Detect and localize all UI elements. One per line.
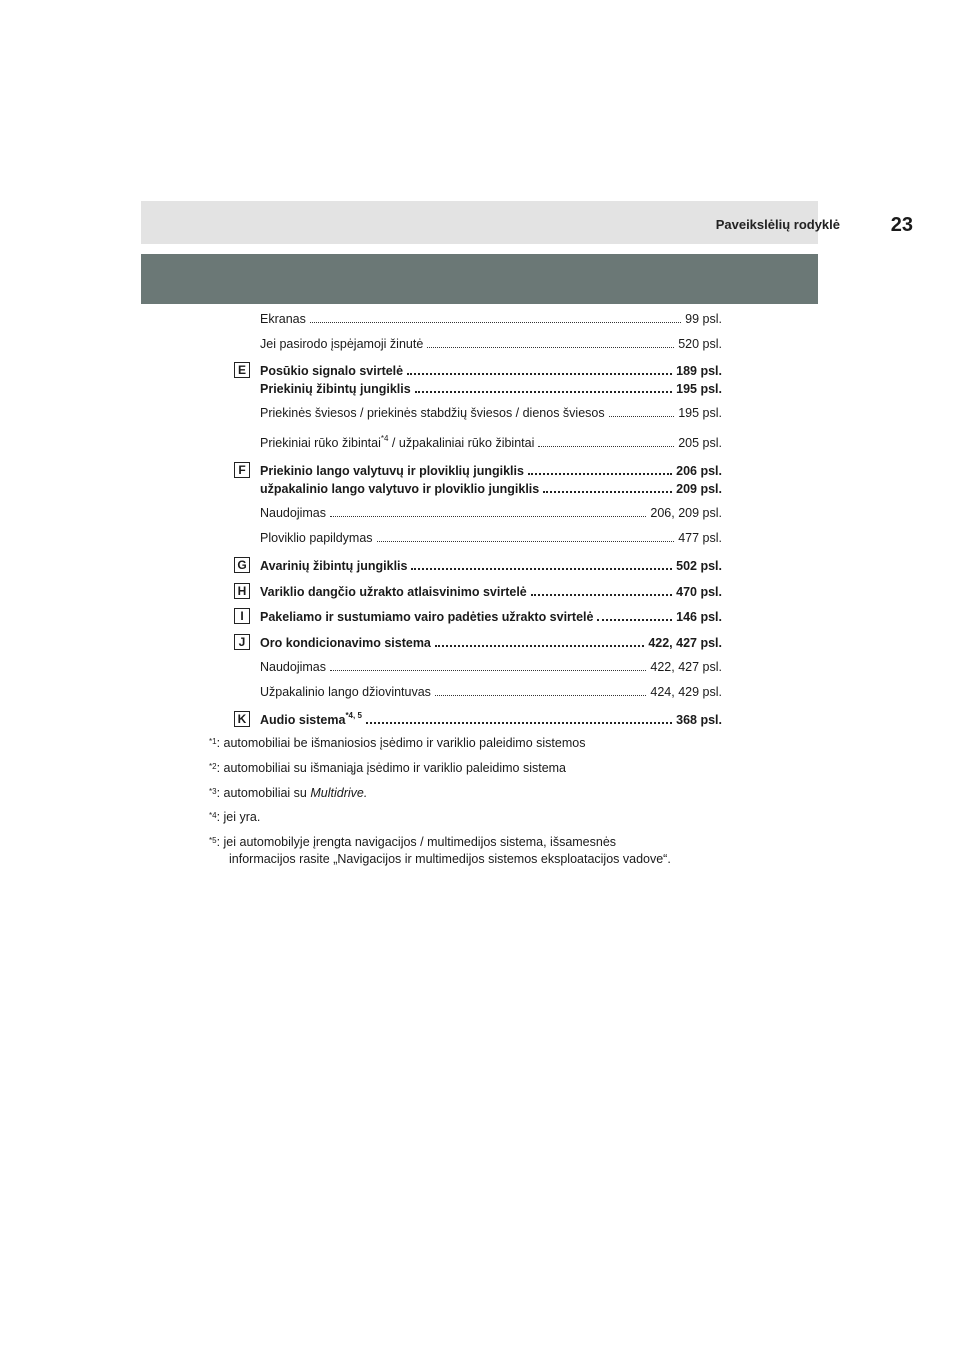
callout-badge-h: H [234,583,250,599]
footnote-4: $^{*4}$: jei yra. [209,810,261,824]
index-entry-audio-system: Audio sistema$^{*4, 5}$ 368 psl. [260,710,722,727]
callout-badge-i: I [234,608,250,624]
index-entry-hood-release-lever: Variklio dangčio užrakto atlaisvinimo svirtelė 470 psl. [260,585,722,599]
index-entry-washer-refill: Ploviklio papildymas 477 psl. [260,531,722,545]
index-entry-fog-lights: Priekiniai rūko žibintai$^{*4}$ / užpakaliniai rūko žibintai 205 psl. [260,433,722,450]
callout-badge-f: F [234,462,250,478]
index-entry-air-conditioning: Oro kondicionavimo sistema 422, 427 psl. [260,636,722,650]
index-entry-warning-message: Jei pasirodo įspėjamoji žinutė 520 psl. [260,337,722,351]
section-bar [141,254,818,304]
callout-badge-g: G [234,557,250,573]
callout-badge-k: K [234,711,250,727]
index-entry-front-lights: Priekinės šviesos / priekinės stabdžių šviesos / dienos šviesos 195 psl. [260,406,722,420]
index-entry-rear-defogger: Užpakalinio lango džiovintuvas 424, 429 psl. [260,685,722,699]
index-entry-hazard-switch: Avarinių žibintų jungiklis 502 psl. [260,559,722,573]
index-entry-front-wiper-switch: Priekinio lango valytuvų ir ploviklių jungiklis 206 psl. [260,464,722,478]
footnote-5: $^{*5}$: jei automobilyje įrengta navigacijos / multimedijos sistema, išsamesnės informacijos rasite „Navigacijos ir multimedijos sistemos eksploatacijos vadove“. [209,835,671,866]
index-entry-ac-usage: Naudojimas 422, 427 psl. [260,660,722,674]
index-entry-wiper-usage: Naudojimas 206, 209 psl. [260,506,722,520]
index-entry-headlight-switch: Priekinių žibintų jungiklis 195 psl. [260,382,722,396]
section-title: Paveikslėlių rodyklė [715,217,840,232]
callout-badge-j: J [234,634,250,650]
index-entry-rear-wiper-switch: užpakalinio lango valytuvo ir ploviklio jungiklis 209 psl. [260,482,722,496]
footnote-3: $^{*3}$: automobiliai su Multidrive. [209,786,368,800]
index-entry-turn-signal-lever: Posūkio signalo svirtelė 189 psl. [260,364,722,378]
callout-badge-e: E [234,362,250,378]
page-number: 23 [890,214,913,236]
footnote-2: $^{*2}$: automobiliai su išmaniąja įsėdimo ir variklio paleidimo sistema [209,761,567,775]
index-entry-ekranas: Ekranas 99 psl. [260,312,722,326]
index-entry-steering-lock-lever: Pakeliamo ir sustumiamo vairo padėties užrakto svirtelė 146 psl. [260,610,722,624]
footnote-1: $^{*1}$: automobiliai be išmaniosios įsėdimo ir variklio paleidimo sistemos [209,736,586,750]
